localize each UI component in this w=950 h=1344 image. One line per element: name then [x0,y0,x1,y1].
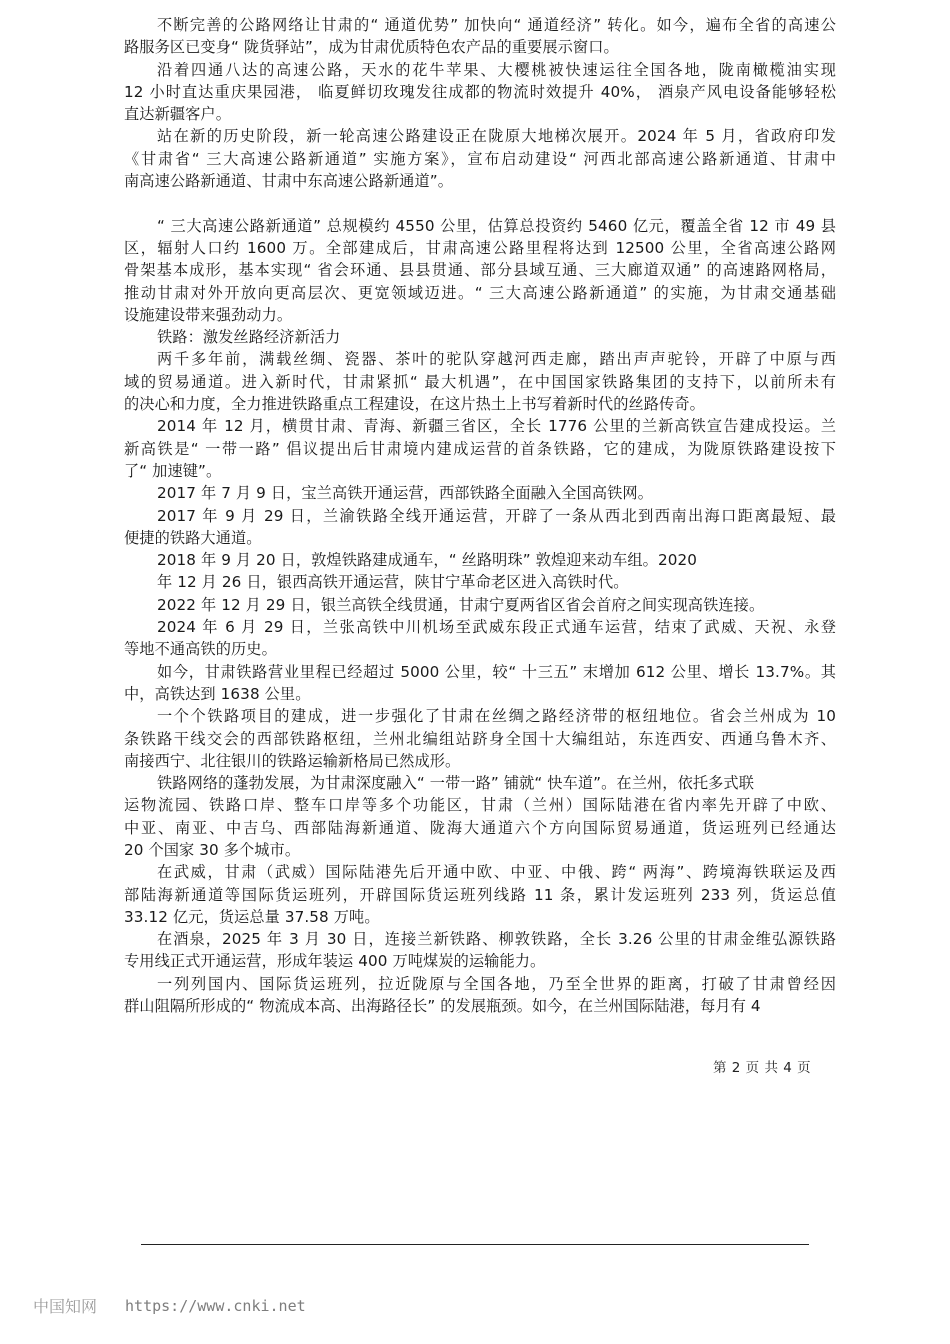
text-line: 等地不通高铁的历史。 [124,640,277,659]
paragraph-highway-logistics [124,59,836,126]
paragraph-baolan-hsr [124,482,836,504]
text-line: 一列列国内、国际货运班列，拉近陇原与全国各地，乃至全世界的距离，打破了甘肃曾经因 [157,974,836,993]
paragraph-highway-economy [124,14,836,59]
text-line: 推动甘肃对外开放向更高层次、更宽领域迈进。“ 三大高速公路新通道” 的实施，为甘肃交通基础 [124,283,836,302]
paragraph-yinlan-hsr [124,594,836,616]
text-line: 在武威，甘肃（武威）国际陆港先后开通中欧、中亚、中俄、跨“ 两海”、跨境海铁联运及西 [157,863,836,882]
text-line: 2014 年 12 月，横贯甘肃、青海、新疆三省区，全长 1776 公里的兰新高铁宣告建成投运。兰 [157,417,836,436]
text-line: 12 小时直达重庆果园港， 临夏鲜切玫瑰发往成都的物流时效提升 40%， 酒泉产风电设备能够轻松 [124,82,836,101]
text-line: 便捷的铁路大通道。 [124,528,262,547]
cnki-watermark [33,1294,306,1317]
blank-line [124,192,836,214]
paragraph-lanyu-railway [124,505,836,550]
paragraph-jiuquan-railway [124,928,836,973]
paragraph-freight-trains [124,973,836,1018]
text-line: 中，高铁达到 1638 公里。 [124,684,311,703]
text-line: 中亚、南亚、中吉乌、西部陆海新通道、陇海大通道六个方向国际贸易通道，货运班列已经通达 [124,818,836,837]
text-line: 年 12 月 26 日，银西高铁开通运营，陕甘宁革命老区进入高铁时代。 [157,573,629,592]
text-line: 一个个铁路项目的建成，进一步强化了甘肃在丝绸之路经济带的枢纽地位。省会兰州成为 10 [157,707,836,726]
text-line: 2017 年 7 月 9 日，宝兰高铁开通运营，西部铁路全面融入全国高铁网。 [157,484,653,503]
paragraph-three-corridors [124,215,836,326]
text-line: “ 三大高速公路新通道” 总规模约 4550 公里，估算总投资约 5460 亿元，覆盖全省 12 市 49 县 [157,216,836,235]
text-line: 铁路网络的蓬勃发展，为甘肃深度融入“ 一带一路” 铺就“ 快车道”。在兰州，依托多式联 [157,774,755,793]
section-heading-railway [124,326,836,348]
text-line: 2018 年 9 月 20 日，敦煌铁路建成通车，“ 丝路明珠” 敦煌迎来动车组。2020 [157,551,698,570]
paragraph-silk-road-history [124,348,836,415]
paragraph-lanxin-hsr [124,415,836,482]
text-line: 群山阻隔所形成的“ 物流成本高、出海路径长” 的发展瓶颈。如今，在兰州国际陆港，每月有 4 [124,997,761,1016]
text-line: 部陆海新通道等国际货运班列，开辟国际货运班列线路 11 条，累计发运班列 233 列，货运总值 [124,885,836,904]
paragraph-dunhuang-yinxi [124,549,836,594]
text-line: 沿着四通八达的高速公路，天水的花牛苹果、大樱桃被快速运往全国各地，陇南橄榄油实现 [157,60,836,79]
document-body [124,14,836,1017]
text-line: 33.12 亿元，货运总量 37.58 万吨。 [124,907,380,926]
text-line: 两千多年前，满载丝绸、瓷器、茶叶的驼队穿越河西走廊，踏出声声驼铃，开辟了中原与西 [157,350,836,369]
section-heading: 铁路：激发丝路经济新活力 [157,328,341,347]
text-line: 《甘肃省“ 三大高速公路新通道” 实施方案》，宣布启动建设“ 河西北部高速公路新通道、甘肃中 [124,149,836,168]
text-line: 运物流园、铁路口岸、整车口岸等多个功能区，甘肃（兰州）国际陆港在省内率先开辟了中欧、 [124,796,836,815]
paragraph-lanzhang-hsr [124,616,836,661]
page-number: 第 2 页 共 4 页 [713,1060,812,1076]
text-line: 站在新的历史阶段，新一轮高速公路建设正在陇原大地梯次展开。2024 年 5 月，省政府印发 [157,127,836,146]
text-line: 2022 年 12 月 29 日，银兰高铁全线贯通，甘肃宁夏两省区省会首府之间实现高铁连接。 [157,595,765,614]
text-line: 条铁路干线交会的西部铁路枢纽，兰州北编组站跻身全国十大编组站，东连西安、西通乌鲁木齐、 [124,729,836,748]
paragraph-wuwei-land-port [124,861,836,928]
text-line: 20 个国家 30 多个城市。 [124,840,301,859]
text-line: 了“ 加速键”。 [124,461,222,480]
text-line: 直达新疆客户。 [124,105,232,124]
paragraph-new-highway-plan [124,125,836,192]
text-line: 区，辐射人口约 1600 万。全部建成后，甘肃高速公路里程将达到 12500 公里，全省高速公路网 [124,238,836,257]
text-line: 路服务区已变身“ 陇货驿站”，成为甘肃优质特色农产品的重要展示窗口。 [124,38,619,57]
text-line: 在酒泉，2025 年 3 月 30 日，连接兰新铁路、柳敦铁路，全长 3.26 公里的甘肃金维弘源铁路 [157,930,836,949]
paragraph-lanzhou-hub [124,705,836,772]
text-line: 南接西宁、北往银川的铁路运输新格局已然成形。 [124,751,461,770]
text-line: 域的贸易通道。进入新时代，甘肃紧抓“ 最大机遇”，在中国国家铁路集团的支持下，以前所未有 [124,372,836,391]
text-line: 的决心和力度，全力推进铁路重点工程建设，在这片热土上书写着新时代的丝路传奇。 [124,395,705,414]
paragraph-railway-mileage [124,661,836,706]
text-line: 骨架基本成形，基本实现“ 省会环通、县县贯通、部分县域互通、三大廊道双通” 的高速路网格局， [124,261,836,280]
text-line: 如今，甘肃铁路营业里程已经超过 5000 公里，较“ 十三五” 末增加 612 公里、增长 13.7%。其 [157,662,836,681]
footer-divider [141,1244,809,1245]
text-line: 专用线正式开通运营，形成年装运 400 万吨煤炭的运输能力。 [124,952,546,971]
text-line: 不断完善的公路网络让甘肃的“ 通道优势” 加快向“ 通道经济” 转化。如今，遍布全省的高速公 [157,16,836,34]
text-line: 2017 年 9 月 29 日，兰渝铁路全线开通运营，开辟了一条从西北到西南出海口距离最短、最 [157,506,836,525]
paragraph-lanzhou-land-port [124,772,836,861]
text-line: 设施建设带来强劲动力。 [124,305,293,324]
watermark-brand: 中国知网 [33,1297,98,1316]
text-line: 南高速公路新通道、甘肃中东高速公路新通道”。 [124,172,454,191]
watermark-url: https://www.cnki.net [125,1296,306,1315]
text-line: 2024 年 6 月 29 日，兰张高铁中川机场至武威东段正式通车运营，结束了武威、天祝、永登 [157,618,836,637]
text-line: 新高铁是“ 一带一路” 倡议提出后甘肃境内建成运营的首条铁路，它的建成，为陇原铁路建设按下 [124,439,836,458]
